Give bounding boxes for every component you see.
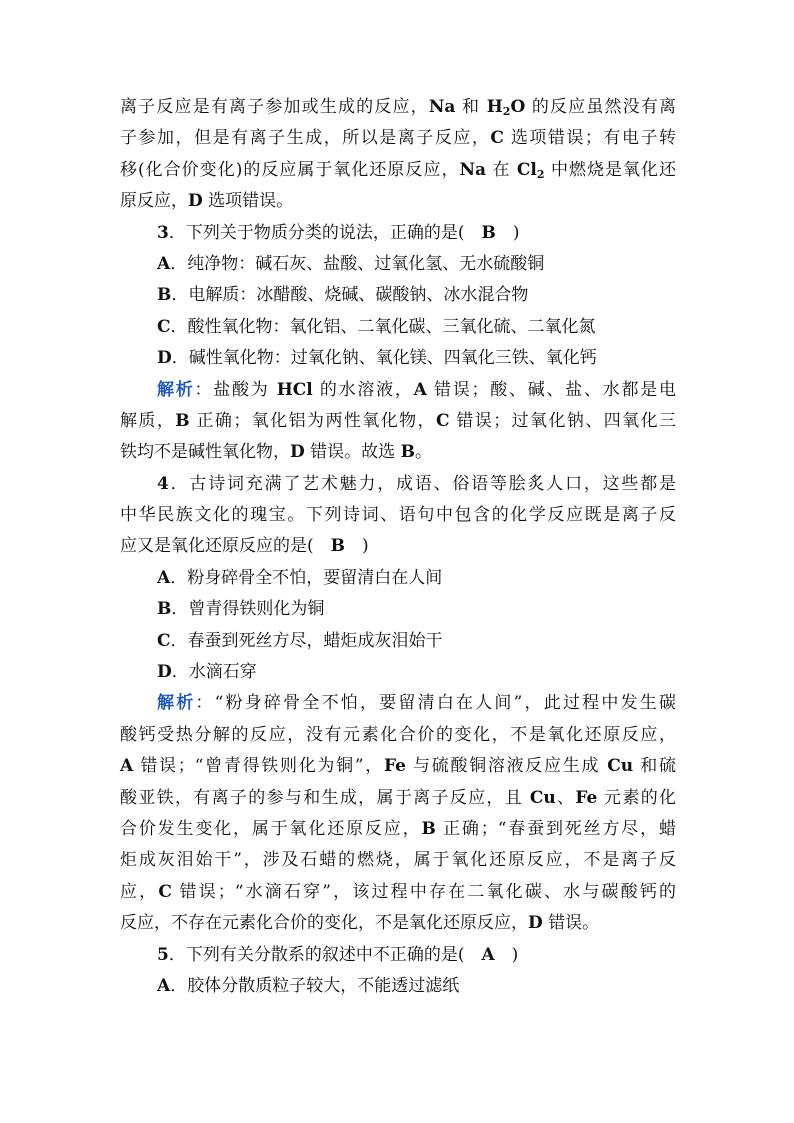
text-run: Na — [428, 97, 456, 117]
text-run: 错误；“水滴石穿”，该过程中存在二氧化碳、水与碳酸钙的 — [171, 881, 676, 902]
text-run: 子参加，但是有离子生成，所以是离子反应， — [120, 128, 491, 149]
text-run: 应， — [120, 881, 159, 902]
option-text: ．胶体分散质粒子较大，不能透过滤纸 — [170, 975, 460, 996]
option-letter: B — [157, 285, 172, 306]
option-letter: C — [157, 316, 171, 337]
text-run: 正确；氧化铝为两性氧化物， — [189, 410, 436, 431]
question-stem — [120, 218, 676, 249]
text-run: C — [436, 410, 450, 431]
option-d — [120, 657, 676, 688]
analysis-line — [120, 437, 676, 468]
option-text: ．粉身碎骨全不怕，要留清白在人间 — [170, 567, 443, 588]
text-run: 的反应虽然没有离 — [525, 97, 677, 117]
text-run: Cu — [607, 756, 634, 777]
analysis-line — [120, 375, 676, 406]
option-a — [120, 563, 676, 594]
text-run: 合价发生变化，属于氧化还原反应， — [120, 818, 422, 839]
question-stem — [120, 500, 676, 531]
analysis-line — [120, 845, 676, 876]
text-run: 和 — [455, 97, 487, 117]
analysis-line — [120, 783, 676, 814]
subscript: 2 — [536, 167, 545, 181]
analysis-label: 解析 — [157, 693, 196, 714]
text-run: B — [400, 442, 415, 463]
option-c — [120, 626, 676, 657]
text-run: D — [528, 913, 543, 934]
text-run: 错误。 — [542, 913, 600, 934]
option-c — [120, 312, 676, 343]
text-run: 铁均不是碱性氧化物， — [120, 442, 290, 463]
question-number: 4 — [157, 473, 169, 494]
option-letter: B — [157, 599, 172, 620]
option-text: ．电解质：冰醋酸、烧碱、碳酸钠、冰水混合物 — [171, 285, 529, 306]
text-run: 错误；“曾青得铁则化为铜”， — [133, 756, 384, 777]
text-run: 正确；“春蚕到死丝方尽，蜡 — [435, 818, 676, 839]
analysis-line — [120, 751, 676, 782]
text-run: Cu — [529, 787, 556, 808]
text-run: 与硫酸铜溶液反应生成 — [405, 756, 608, 777]
analysis-line — [120, 814, 676, 845]
answer-letter: B — [481, 222, 496, 243]
text-run: 酸钙受热分解的反应，没有元素化合价的变化，不是氧化还原反应， — [120, 724, 676, 745]
option-letter: D — [157, 662, 172, 683]
text-run: C — [490, 128, 504, 149]
text-run: D — [290, 442, 305, 463]
text-run: 在 — [486, 159, 517, 180]
text-run: Fe — [383, 756, 406, 777]
option-b — [120, 280, 676, 311]
text-run: 应又是氧化还原反应的是( — [120, 536, 331, 557]
analysis-line — [120, 688, 676, 719]
text-run: 选项错误；有电子转 — [503, 128, 676, 149]
text-run: 元素的化 — [597, 787, 677, 808]
analysis-line — [120, 186, 676, 217]
analysis-line — [120, 406, 676, 437]
text-run: A — [120, 756, 134, 777]
text-run: 的水溶液， — [312, 379, 414, 400]
option-text: ．水滴石穿 — [171, 662, 257, 683]
option-letter: D — [157, 348, 172, 369]
option-letter: A — [157, 253, 171, 274]
answer-letter: B — [330, 536, 346, 557]
text-run: ．古诗词充满了艺术魅力，成语、俗语等脍炙人口，这些都是 — [168, 473, 676, 494]
option-b — [120, 594, 676, 625]
text-run: HCl — [276, 379, 313, 400]
text-run: 炬成灰泪始干”，涉及石蜡的燃烧，属于氧化还原反应，不是离子反 — [120, 850, 676, 871]
text-run: Fe — [575, 787, 598, 808]
text-run: ：“粉身碎骨全不怕，要留清白在人间”，此过程中发生碳 — [195, 693, 676, 714]
option-d — [120, 343, 676, 374]
text-run: H — [486, 97, 503, 117]
text-run: 中燃烧是氧化还 — [544, 159, 677, 180]
text-run: 中华民族文化的瑰宝。下列诗词、语句中包含的化学反应既是离子反 — [120, 505, 676, 526]
text-run: B — [175, 410, 190, 431]
option-letter: C — [157, 630, 171, 651]
text-run: C — [158, 881, 172, 902]
text-run: 错误。故选 — [304, 442, 401, 463]
text-run: ：盐酸为 — [194, 379, 277, 400]
question-stem — [120, 940, 676, 971]
question-stem — [120, 531, 676, 562]
answer-letter: A — [481, 944, 495, 965]
option-text: ．酸性氧化物：氧化铝、二氧化碳、三氧化硫、二氧化氮 — [170, 316, 596, 337]
text-run: B — [421, 818, 436, 839]
option-letter: A — [157, 975, 171, 996]
option-letter: A — [157, 567, 171, 588]
option-text: ．纯净物：碱石灰、盐酸、过氧化氢、无水硫酸铜 — [170, 253, 545, 274]
text-run: 错误；酸、碱、盐、水都是电 — [426, 379, 677, 400]
text-run: Na — [459, 159, 487, 180]
analysis-label: 解析 — [157, 379, 195, 400]
analysis-line — [120, 92, 676, 123]
text-run: 错误；过氧化钠、四氧化三 — [449, 410, 677, 431]
analysis-line — [120, 877, 676, 908]
text-run: 。 — [414, 442, 432, 463]
option-text: ．碱性氧化物：过氧化钠、氧化镁、四氧化三铁、氧化钙 — [171, 348, 597, 369]
question-number: 5 — [157, 944, 169, 965]
text-run: 离子反应是有离子参加或生成的反应， — [120, 97, 429, 117]
text-run: 解质， — [120, 410, 176, 431]
option-a — [120, 971, 676, 1002]
text-run: 选项错误。 — [202, 191, 294, 212]
text-run: 酸亚铁，有离子的参与和生成，属于离子反应，且 — [120, 787, 530, 808]
option-text: ．春蚕到死丝方尽，蜡炬成灰泪始干 — [170, 630, 443, 651]
question-stem — [120, 469, 676, 500]
text-run: ．下列有关分散系的叙述中不正确的是( — [168, 944, 482, 965]
text-run: 、 — [555, 787, 576, 808]
text-run: ) — [494, 944, 519, 965]
text-run: ) — [495, 222, 520, 243]
text-run: ) — [345, 536, 369, 557]
text-run: D — [188, 191, 203, 212]
text-run: 和硫 — [633, 756, 676, 777]
text-run: Cl — [516, 159, 537, 180]
analysis-line — [120, 123, 676, 154]
subscript: 2 — [502, 105, 511, 118]
option-a — [120, 249, 676, 280]
document-page — [120, 92, 676, 1002]
text-run: A — [413, 379, 427, 400]
text-run: 反应，不存在元素化合价的变化，不是氧化还原反应， — [120, 913, 528, 934]
analysis-line — [120, 155, 676, 186]
text-run: 原反应， — [120, 191, 188, 212]
question-number: 3 — [157, 222, 169, 243]
option-text: ．曾青得铁则化为铜 — [171, 599, 325, 620]
text-run: ．下列关于物质分类的说法，正确的是( — [168, 222, 482, 243]
text-run: O — [510, 97, 526, 117]
text-run: 移(化合价变化)的反应属于氧化还原反应， — [120, 159, 460, 180]
analysis-line — [120, 720, 676, 751]
analysis-line — [120, 908, 676, 939]
